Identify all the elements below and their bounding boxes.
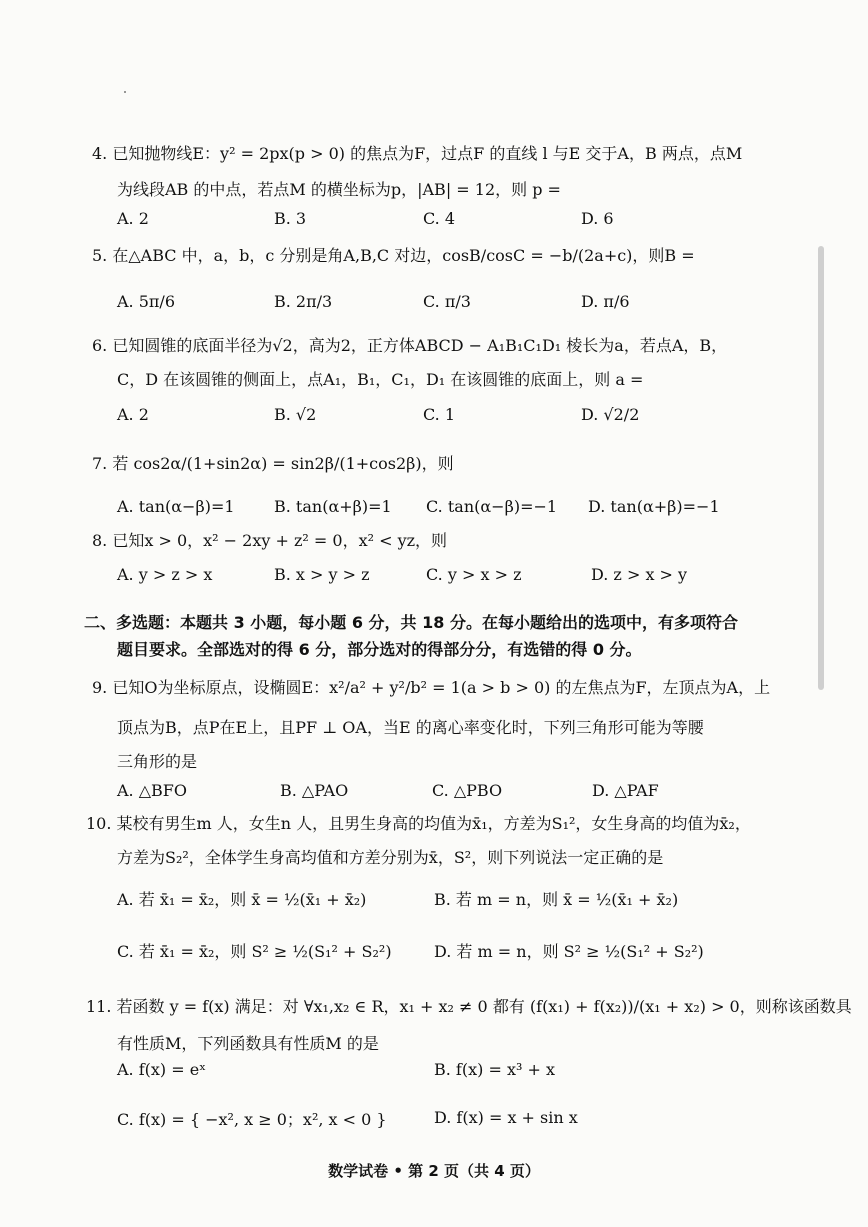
q7-option-b[interactable]: B. tan(α+β)=1 bbox=[274, 497, 392, 516]
q5-line1: 5. 在△ABC 中，a，b，c 分别是角A,B,C 对边，cosB/cosC = −b/(2a+c)，则B = bbox=[92, 246, 695, 265]
section2-heading-line1: 二、多选题：本题共 3 小题，每小题 6 分，共 18 分。在每小题给出的选项中，有多项符合 bbox=[84, 613, 738, 632]
q10-option-c[interactable]: C. 若 x̄₁ = x̄₂，则 S² ≥ ½(S₁² + S₂²) bbox=[117, 942, 392, 961]
q10-line2: 方差为S₂²，全体学生身高均值和方差分别为x̄，S²，则下列说法一定正确的是 bbox=[117, 848, 664, 867]
q7-option-d[interactable]: D. tan(α+β)=−1 bbox=[588, 497, 720, 516]
q9-line3: 三角形的是 bbox=[117, 752, 198, 771]
q7-option-c[interactable]: C. tan(α−β)=−1 bbox=[426, 497, 558, 516]
q9-option-c[interactable]: C. △PBO bbox=[432, 781, 503, 800]
page-footer: 数学试卷 • 第 2 页（共 4 页） bbox=[328, 1162, 540, 1180]
q4-option-b[interactable]: B. 3 bbox=[274, 209, 307, 228]
q6-option-a[interactable]: A. 2 bbox=[117, 405, 149, 424]
q8-line1: 8. 已知x > 0，x² − 2xy + z² = 0，x² < yz，则 bbox=[92, 531, 448, 550]
q8-option-c[interactable]: C. y > x > z bbox=[426, 565, 522, 584]
q8-option-b[interactable]: B. x > y > z bbox=[274, 565, 370, 584]
scan-dot bbox=[124, 91, 126, 93]
q9-line2: 顶点为B，点P在E上，且PF ⊥ OA，当E 的离心率变化时，下列三角形可能为等腰 bbox=[117, 718, 704, 737]
q11-option-c[interactable]: C. f(x) = { −x², x ≥ 0；x², x < 0 } bbox=[117, 1110, 387, 1129]
q5-option-c[interactable]: C. π/3 bbox=[423, 292, 471, 311]
q5-option-b[interactable]: B. 2π/3 bbox=[274, 292, 333, 311]
scrollbar[interactable] bbox=[818, 246, 824, 690]
q6-option-b[interactable]: B. √2 bbox=[274, 405, 317, 424]
q8-option-a[interactable]: A. y > z > x bbox=[117, 565, 213, 584]
q9-line1: 9. 已知O为坐标原点，设椭圆E：x²/a² + y²/b² = 1(a > b > 0) 的左焦点为F，左顶点为A，上 bbox=[92, 678, 771, 697]
q6-line1: 6. 已知圆锥的底面半径为√2，高为2，正方体ABCD − A₁B₁C₁D₁ 棱长为a，若点A，B， bbox=[92, 336, 728, 355]
q6-line2: C，D 在该圆锥的侧面上，点A₁，B₁，C₁，D₁ 在该圆锥的底面上，则 a = bbox=[117, 370, 644, 389]
q6-option-c[interactable]: C. 1 bbox=[423, 405, 456, 424]
q10-option-a[interactable]: A. 若 x̄₁ = x̄₂，则 x̄ = ½(x̄₁ + x̄₂) bbox=[117, 890, 367, 909]
q6-option-d[interactable]: D. √2/2 bbox=[581, 405, 640, 424]
q4-option-c[interactable]: C. 4 bbox=[423, 209, 456, 228]
q5-option-d[interactable]: D. π/6 bbox=[581, 292, 630, 311]
q4-option-a[interactable]: A. 2 bbox=[117, 209, 149, 228]
q4-line2: 为线段AB 的中点，若点M 的横坐标为p，|AB| = 12，则 p = bbox=[117, 180, 561, 199]
q11-line1: 11. 若函数 y = f(x) 满足：对 ∀x₁,x₂ ∈ R，x₁ + x₂ ≠ 0 都有 (f(x₁) + f(x₂))/(x₁ + x₂) > 0，则称该函数具 bbox=[86, 997, 852, 1016]
q9-option-d[interactable]: D. △PAF bbox=[592, 781, 659, 800]
q11-option-b[interactable]: B. f(x) = x³ + x bbox=[434, 1060, 555, 1079]
q11-option-d[interactable]: D. f(x) = x + sin x bbox=[434, 1108, 578, 1127]
q8-option-d[interactable]: D. z > x > y bbox=[591, 565, 688, 584]
q11-line2: 有性质M，下列函数具有性质M 的是 bbox=[117, 1034, 379, 1053]
q7-line1: 7. 若 cos2α/(1+sin2α) = sin2β/(1+cos2β)，则 bbox=[92, 454, 454, 473]
q10-line1: 10. 某校有男生m 人，女生n 人，且男生身高的均值为x̄₁，方差为S₁²，女生身高的均值为x̄₂， bbox=[86, 814, 751, 833]
q9-option-b[interactable]: B. △PAO bbox=[280, 781, 349, 800]
q4-line1: 4. 已知抛物线E：y² = 2px(p > 0) 的焦点为F，过点F 的直线 l 与E 交于A，B 两点，点M bbox=[92, 144, 743, 163]
q7-option-a[interactable]: A. tan(α−β)=1 bbox=[117, 497, 235, 516]
q9-option-a[interactable]: A. △BFO bbox=[117, 781, 188, 800]
q10-option-b[interactable]: B. 若 m = n，则 x̄ = ½(x̄₁ + x̄₂) bbox=[434, 890, 679, 909]
section2-heading-line2: 题目要求。全部选对的得 6 分，部分选对的得部分分，有选错的得 0 分。 bbox=[117, 640, 642, 659]
q5-option-a[interactable]: A. 5π/6 bbox=[117, 292, 175, 311]
q10-option-d[interactable]: D. 若 m = n，则 S² ≥ ½(S₁² + S₂²) bbox=[434, 942, 704, 961]
q4-option-d[interactable]: D. 6 bbox=[581, 209, 614, 228]
q11-option-a[interactable]: A. f(x) = eˣ bbox=[117, 1060, 206, 1079]
